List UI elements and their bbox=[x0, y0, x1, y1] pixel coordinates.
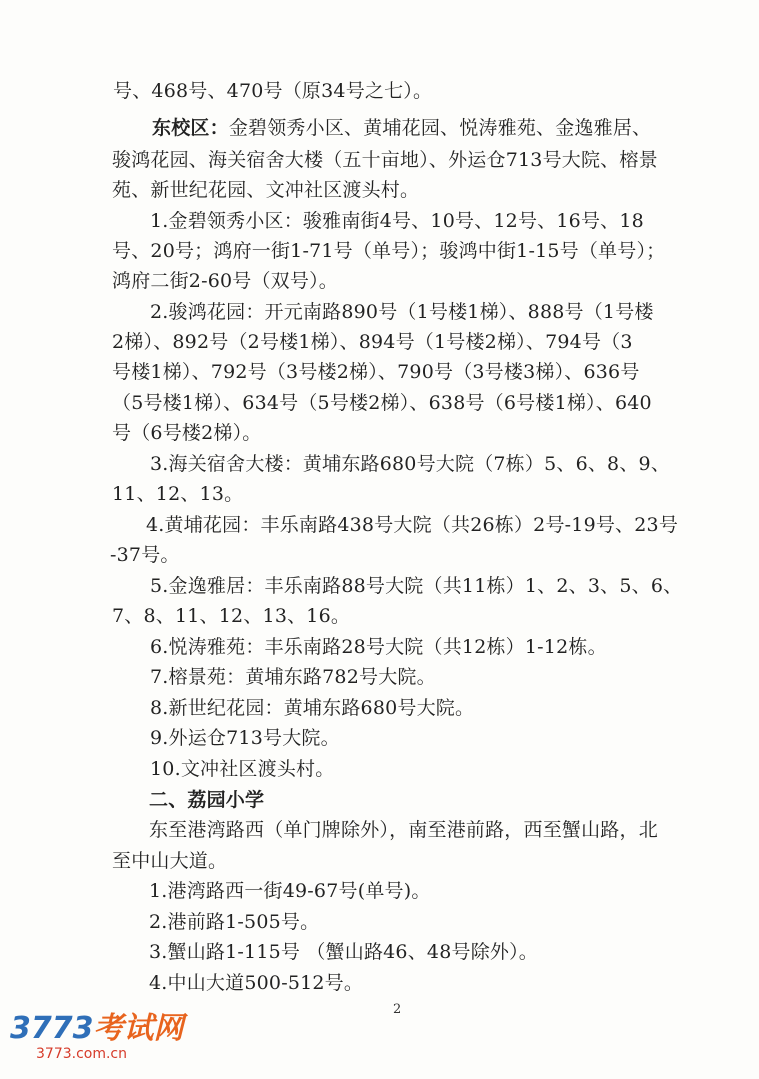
text-line: 号、468号、470号（原34号之七）。 bbox=[113, 80, 433, 102]
text-line: 5.金逸雅居：丰乐南路88号大院（共11栋）1、2、3、5、6、 bbox=[150, 575, 683, 597]
text-line: 3.海关宿舍大楼：黄埔东路680号大院（7栋）5、6、8、9、 bbox=[150, 453, 671, 475]
section-heading-liyuan: 二、荔园小学 bbox=[149, 789, 265, 811]
text-line: 号、20号；鸿府一街1-71号（单号）；骏鸿中街1-15号（单号）； bbox=[112, 240, 666, 262]
text-line: 3.蟹山路1-115号 （蟹山路46、48号除外）。 bbox=[149, 941, 538, 963]
text-line: 6.悦涛雅苑：丰乐南路28号大院（共12栋）1-12栋。 bbox=[150, 636, 607, 658]
east-campus-heading: 东校区： bbox=[152, 117, 229, 139]
watermark-logo-digits: 3773 bbox=[10, 1011, 94, 1046]
text-line: （5号楼1梯）、634号（5号楼2梯）、638号（6号楼1梯）、640 bbox=[112, 392, 652, 414]
text-line: 1.港湾路西一街49-67号(单号)。 bbox=[149, 880, 431, 902]
text-line: 鸿府二街2-60号（双号）。 bbox=[112, 270, 338, 292]
text-line: -37号。 bbox=[110, 544, 180, 566]
text-line: 8.新世纪花园：黄埔东路680号大院。 bbox=[150, 697, 475, 719]
watermark-logo-cn: 考试网 bbox=[93, 1011, 184, 1046]
text-line: 4.黄埔花园：丰乐南路438号大院（共26栋）2号-19号、23号 bbox=[146, 514, 679, 536]
text-line: 4.中山大道500-512号。 bbox=[149, 972, 364, 994]
text-line: 东至港湾路西（单门牌除外），南至港前路，西至蟹山路，北 bbox=[149, 819, 658, 841]
text-line: 至中山大道。 bbox=[112, 850, 228, 872]
text-line: 10.文冲社区渡头村。 bbox=[150, 758, 335, 780]
text-line: 号（6号楼2梯）。 bbox=[112, 422, 262, 444]
text-line: 骏鸿花园、海关宿舍大楼（五十亩地）、外运仓713号大院、榕景 bbox=[112, 149, 658, 171]
text-line: 苑、新世纪花园、文冲社区渡头村。 bbox=[112, 179, 420, 201]
text-line: 2.骏鸿花园：开元南路890号（1号楼1梯）、888号（1号楼 bbox=[150, 301, 654, 323]
text-line: 2.港前路1-505号。 bbox=[149, 911, 320, 933]
text-line: 9.外运仓713号大院。 bbox=[150, 727, 340, 749]
watermark-url: 3773.com.cn bbox=[36, 1046, 127, 1062]
text-line: 7.榕景苑：黄埔东路782号大院。 bbox=[150, 666, 436, 688]
watermark-logo bbox=[10, 1012, 184, 1046]
page-number: 2 bbox=[393, 1002, 402, 1017]
text-line: 号楼1梯）、792号（3号楼2梯）、790号（3号楼3梯）、636号 bbox=[112, 361, 640, 383]
text-line: 2梯）、892号（2号楼1梯）、894号（1号楼2梯）、794号（3 bbox=[112, 331, 633, 353]
text-line: 11、12、13。 bbox=[112, 483, 244, 505]
east-campus-text: 金碧领秀小区、黄埔花园、悦涛雅苑、金逸雅居、 bbox=[228, 117, 652, 139]
text-line: 7、8、11、12、13、16。 bbox=[112, 605, 351, 627]
text-line: 1.金碧领秀小区：骏雅南街4号、10号、12号、16号、18 bbox=[150, 210, 644, 232]
site-watermark bbox=[10, 1012, 190, 1072]
east-campus-line bbox=[152, 116, 651, 140]
